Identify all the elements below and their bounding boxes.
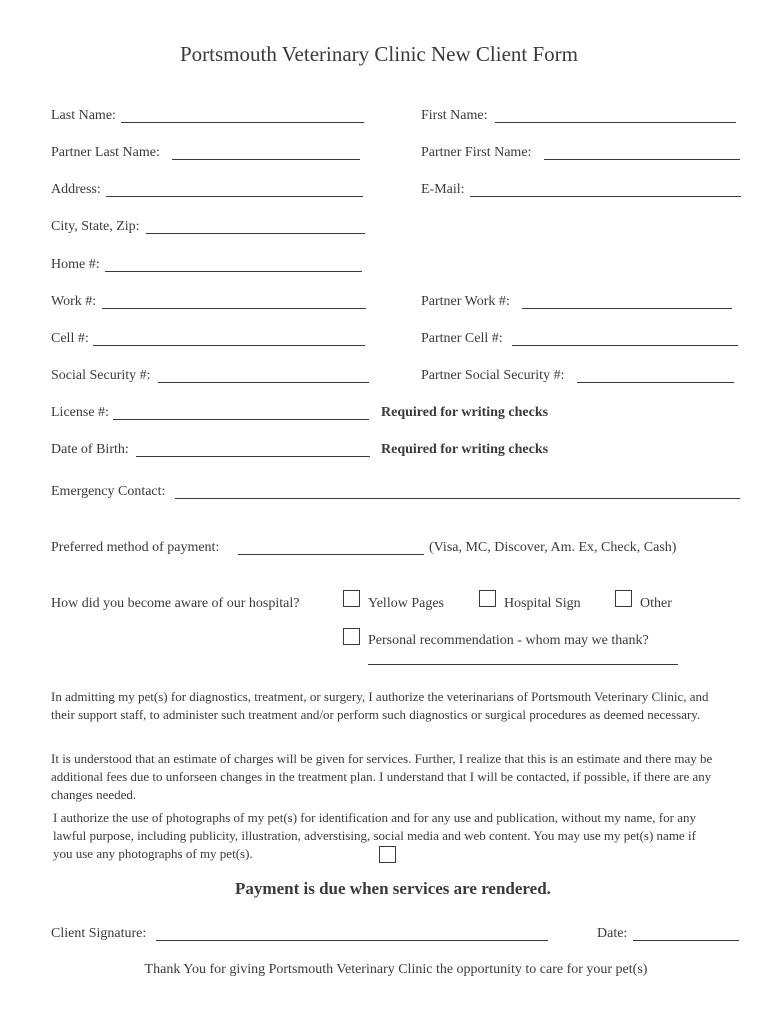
first-name-label: First Name: — [421, 108, 488, 123]
awareness-question: How did you become aware of our hospital? — [51, 596, 300, 611]
photos-paragraph: I authorize the use of photographs of my pet(s) for identification and for any use and publication, without my name, for any lawful purpose, including publicity, illustration, adverstising, social media and web content. You may use my pet(s) name if you use any photographs of my pet(s). — [53, 810, 696, 861]
license-field[interactable] — [113, 419, 369, 420]
home-phone-field[interactable] — [105, 271, 362, 272]
cell-phone-field[interactable] — [93, 345, 365, 346]
hospital-sign-label: Hospital Sign — [504, 596, 581, 611]
address-label: Address: — [51, 182, 101, 197]
other-label: Other — [640, 596, 672, 611]
first-name-field[interactable] — [495, 122, 736, 123]
dob-label: Date of Birth: — [51, 442, 129, 457]
dob-note: Required for writing checks — [381, 442, 549, 457]
consent-paragraph: In admitting my pet(s) for diagnostics, treatment, or surgery, I authorize the veterinarians of Portsmouth Veterinary Clinic, and their support staff, to administer such treatment and/or perform such diagnostics or surgical procedures as deemed necessary. — [51, 689, 709, 722]
last-name-label: Last Name: — [51, 108, 116, 123]
payment-label: Preferred method of payment: — [51, 540, 220, 555]
partner-cell-field[interactable] — [512, 345, 738, 346]
payment-field[interactable] — [238, 554, 424, 555]
recommendation-label: Personal recommendation - whom may we thank? — [368, 633, 649, 648]
payment-options-hint: (Visa, MC, Discover, Am. Ex, Check, Cash) — [429, 540, 677, 555]
emergency-contact-field[interactable] — [175, 498, 740, 499]
partner-last-name-field[interactable] — [172, 159, 360, 160]
ssn-label: Social Security #: — [51, 368, 151, 383]
address-field[interactable] — [106, 196, 363, 197]
recommendation-checkbox[interactable] — [343, 628, 360, 645]
home-phone-label: Home #: — [51, 257, 100, 272]
partner-ssn-field[interactable] — [577, 382, 734, 383]
partner-cell-label: Partner Cell #: — [421, 331, 503, 346]
city-state-zip-label: City, State, Zip: — [51, 219, 140, 234]
work-phone-label: Work #: — [51, 294, 97, 309]
recommendation-field[interactable] — [368, 664, 678, 665]
license-label: License #: — [51, 405, 109, 420]
date-field[interactable] — [633, 940, 739, 941]
city-state-zip-field[interactable] — [146, 233, 365, 234]
partner-ssn-label: Partner Social Security #: — [421, 368, 565, 383]
estimate-paragraph: It is understood that an estimate of charges will be given for services. Further, I realize that this is an estimate and there may be additional fees due to unforseen changes in the treatment plan. I understand that I will be contacted, if possible, if there are any changes needed. — [51, 751, 713, 802]
form-title: Portsmouth Veterinary Clinic New Client Form — [180, 42, 578, 66]
partner-work-field[interactable] — [522, 308, 732, 309]
partner-last-name-label: Partner Last Name: — [51, 145, 160, 160]
yellow-pages-checkbox[interactable] — [343, 590, 360, 607]
partner-first-name-label: Partner First Name: — [421, 145, 532, 160]
email-field[interactable] — [470, 196, 741, 197]
emergency-contact-label: Emergency Contact: — [51, 484, 166, 499]
license-note: Required for writing checks — [381, 405, 549, 420]
dob-field[interactable] — [136, 456, 370, 457]
hospital-sign-checkbox[interactable] — [479, 590, 496, 607]
partner-first-name-field[interactable] — [544, 159, 740, 160]
photos-consent-checkbox[interactable] — [379, 846, 396, 863]
client-signature-field[interactable] — [156, 940, 548, 941]
thank-you-text: Thank You for giving Portsmouth Veterinary Clinic the opportunity to care for your pet(s) — [144, 962, 648, 977]
last-name-field[interactable] — [121, 122, 364, 123]
ssn-field[interactable] — [158, 382, 369, 383]
date-label: Date: — [597, 926, 628, 941]
yellow-pages-label: Yellow Pages — [368, 596, 444, 611]
payment-due-notice: Payment is due when services are rendered. — [235, 879, 551, 898]
client-signature-label: Client Signature: — [51, 926, 147, 941]
email-label: E-Mail: — [421, 182, 465, 197]
cell-phone-label: Cell #: — [51, 331, 89, 346]
work-phone-field[interactable] — [102, 308, 366, 309]
other-checkbox[interactable] — [615, 590, 632, 607]
partner-work-label: Partner Work #: — [421, 294, 510, 309]
